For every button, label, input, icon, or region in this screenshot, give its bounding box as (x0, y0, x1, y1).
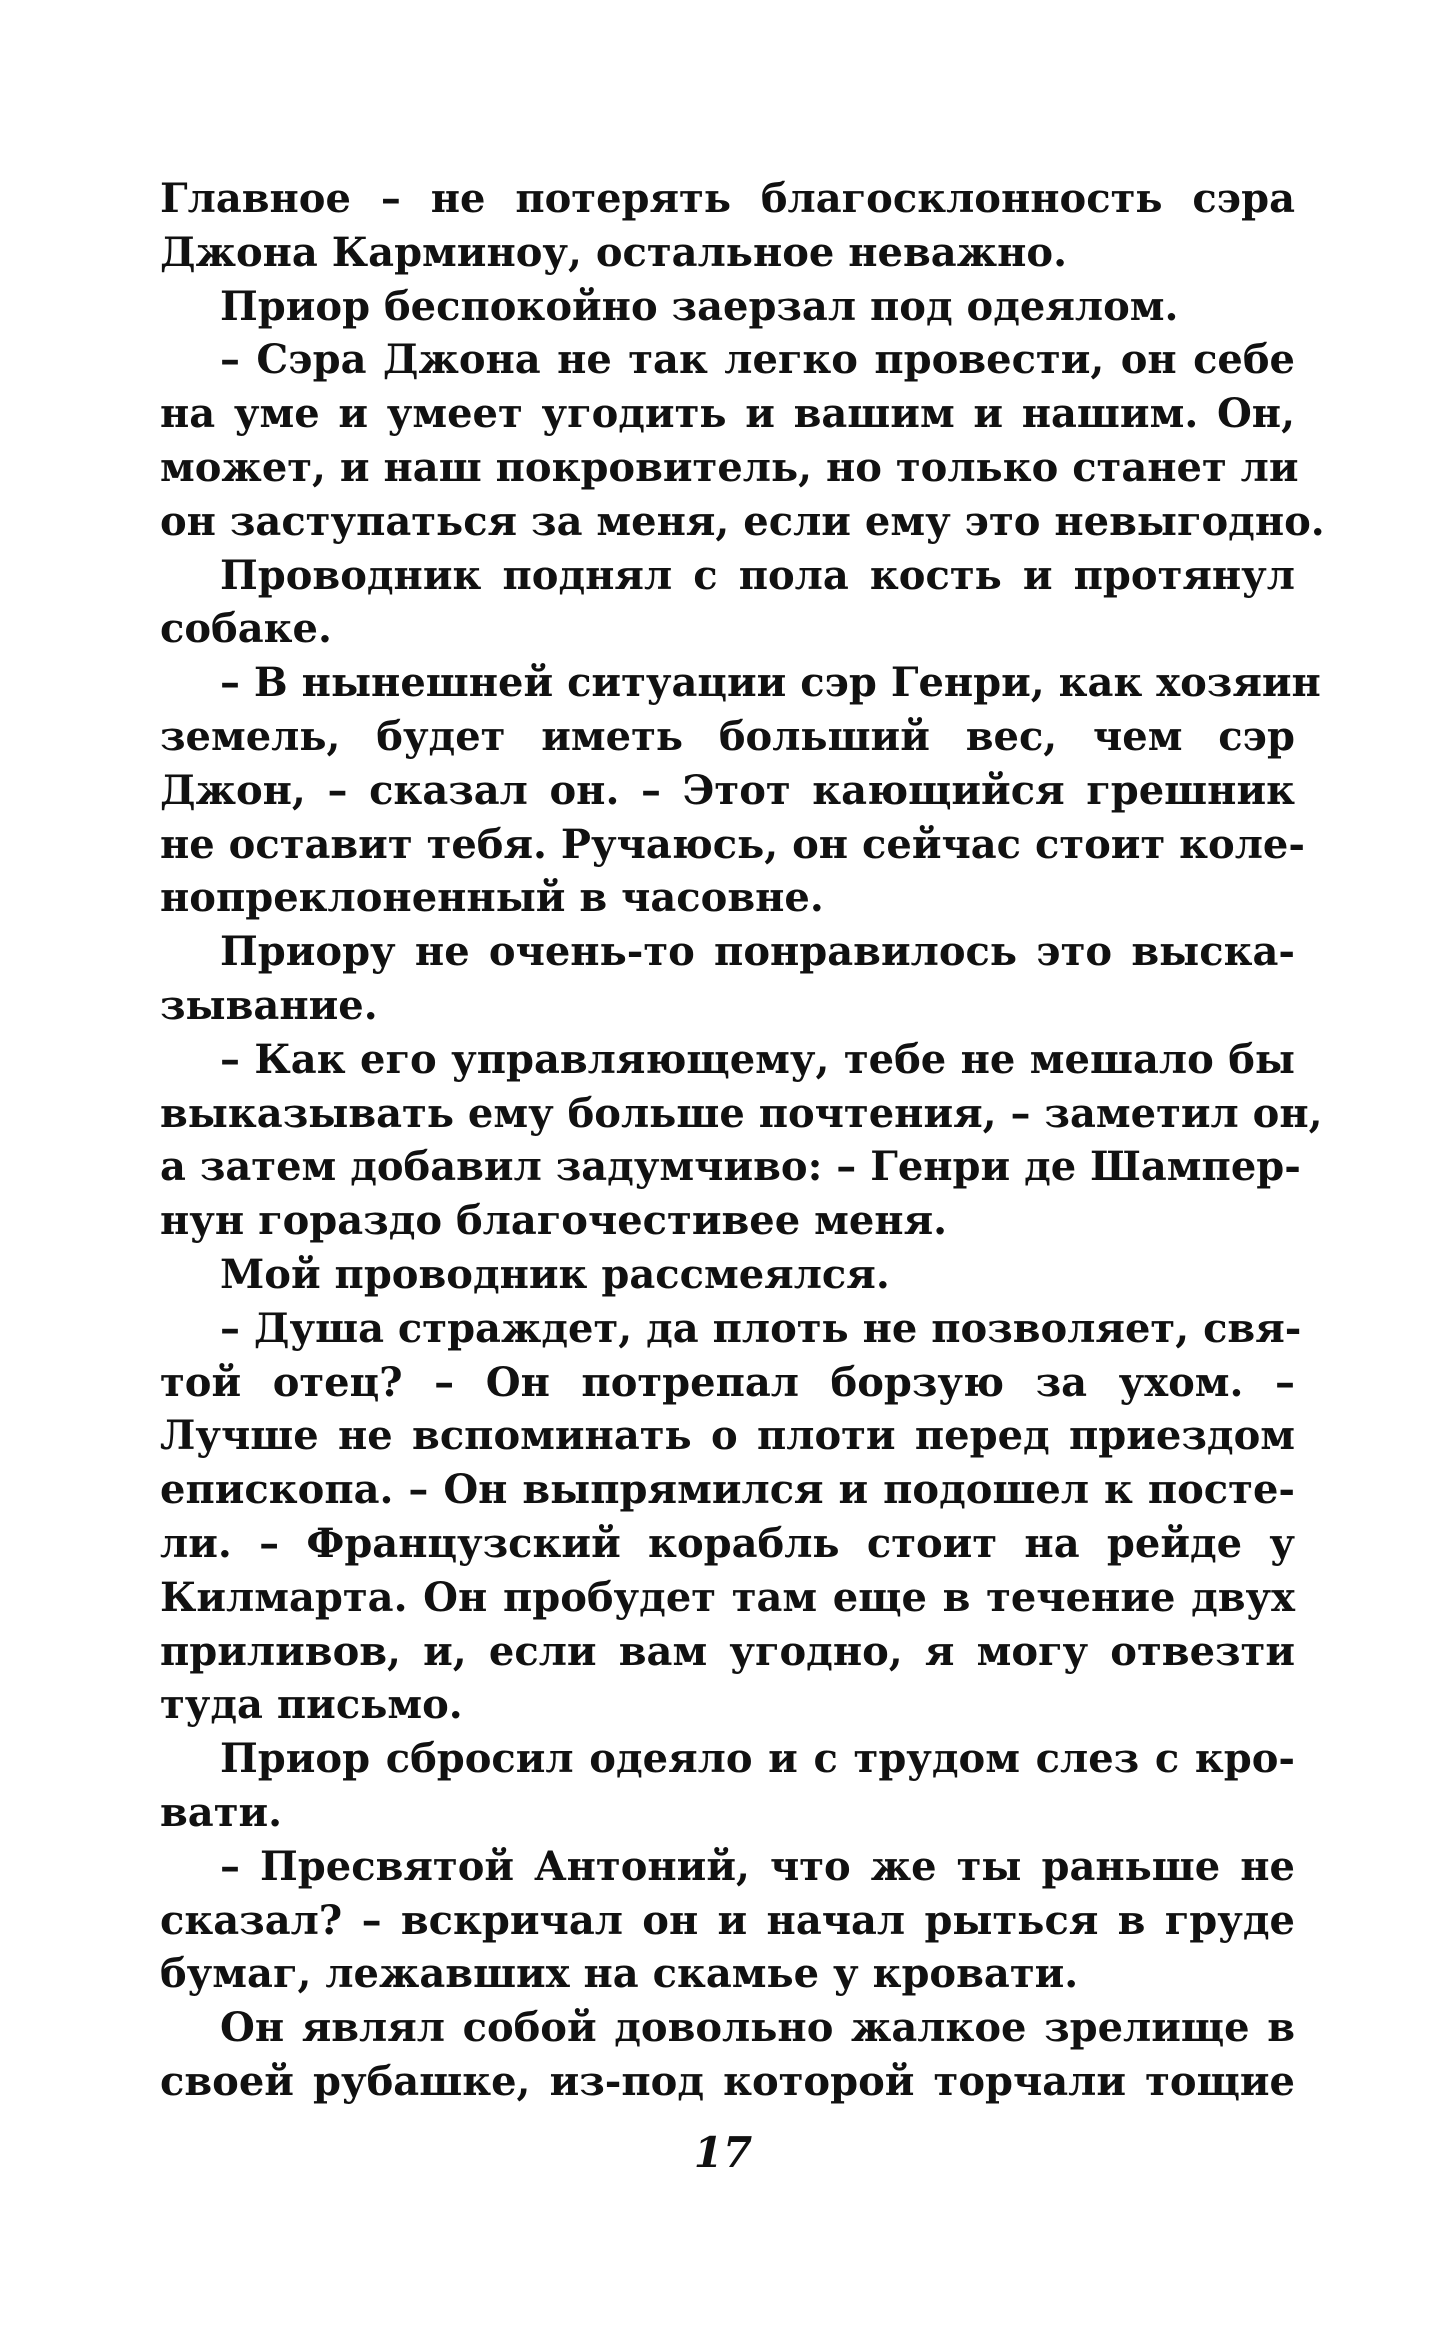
text-line: бумаг, лежавших на скамье у кровати. (160, 1950, 1079, 1998)
text-line: туда письмо. (160, 1681, 463, 1729)
text-line: Приор беспокойно заерзал под одеялом. (220, 282, 1179, 330)
text-line: нопреклоненный в часовне. (160, 874, 824, 922)
text-line: той отец? – Он потрепал борзую за ухом. – (160, 1358, 1295, 1406)
paragraph (160, 1302, 1302, 1732)
page-body (160, 172, 1325, 2109)
text-line: Приору не очень-то понравилось это выска- (220, 928, 1295, 976)
text-line: своей рубашке, из-под которой торчали тощие (160, 2057, 1295, 2105)
text-line: зывание. (160, 981, 378, 1029)
text-line: Главное – не потерять благосклонность сэра (160, 175, 1295, 222)
paragraph (160, 656, 1321, 925)
text-line: Килмарта. Он пробудет там еще в течение двух (160, 1573, 1295, 1621)
text-line: – Как его управляющему, тебе не мешало бы (220, 1035, 1295, 1083)
paragraph (160, 549, 1295, 657)
text-line: собаке. (160, 605, 332, 653)
paragraph (160, 1033, 1323, 1248)
text-line: Проводник поднял с пола кость и протянул (220, 551, 1295, 599)
text-line: не оставит тебя. Ручаюсь, он сейчас стоит коле- (160, 820, 1305, 868)
text-line: епископа. – Он выпрямился и подошел к посте- (160, 1466, 1295, 1514)
text-line: выказывать ему больше почтения, – заметил он, (160, 1089, 1323, 1137)
text-line: Он являл собой довольно жалкое зрелище в (220, 2004, 1295, 2052)
text-line: сказал? – вскричал он и начал рыться в груде (160, 1896, 1295, 1944)
paragraph (160, 172, 1295, 280)
page-number: 17 (693, 2128, 753, 2177)
paragraph (160, 1732, 1295, 1840)
text-line: ли. – Французский корабль стоит на рейде у (160, 1519, 1295, 1567)
text-line: приливов, и, если вам угодно, я могу отвезти (160, 1627, 1295, 1675)
text-line: а затем добавил задумчиво: – Генри де Шампер- (160, 1143, 1301, 1191)
text-line: земель, будет иметь больший вес, чем сэр (160, 712, 1295, 760)
text-line: – В нынешней ситуации сэр Генри, как хозяин (220, 659, 1321, 707)
paragraph (160, 1248, 1295, 1302)
text-line: нун гораздо благочестивее меня. (160, 1197, 948, 1245)
text-line: он заступаться за меня, если ему это невыгодно. (160, 497, 1325, 545)
text-line: – Душа страждет, да плоть не позволяет, свя- (220, 1304, 1302, 1352)
text-line: может, и наш покровитель, но только станет ли (160, 443, 1299, 491)
text-line: Мой проводник рассмеялся. (220, 1250, 890, 1298)
text-line: Джон, – сказал он. – Этот кающийся грешник (160, 766, 1295, 814)
paragraph (160, 333, 1325, 548)
text-line: на уме и умеет угодить и вашим и нашим. Он, (160, 390, 1295, 438)
text-line: вати. (160, 1788, 283, 1836)
text-line: – Пресвятой Антоний, что же ты раньше не (220, 1842, 1295, 1890)
paragraph (160, 2001, 1295, 2109)
text-line: Лучше не вспоминать о плоти перед приездом (160, 1412, 1295, 1460)
text-line: Приор сбросил одеяло и с трудом слез с кро- (220, 1735, 1295, 1783)
paragraph (160, 280, 1295, 334)
text-line: – Сэра Джона не так легко провести, он себе (220, 336, 1295, 384)
paragraph (160, 925, 1295, 1033)
paragraph (160, 1840, 1295, 2001)
text-line: Джона Карминоу, остальное неважно. (160, 228, 1067, 276)
